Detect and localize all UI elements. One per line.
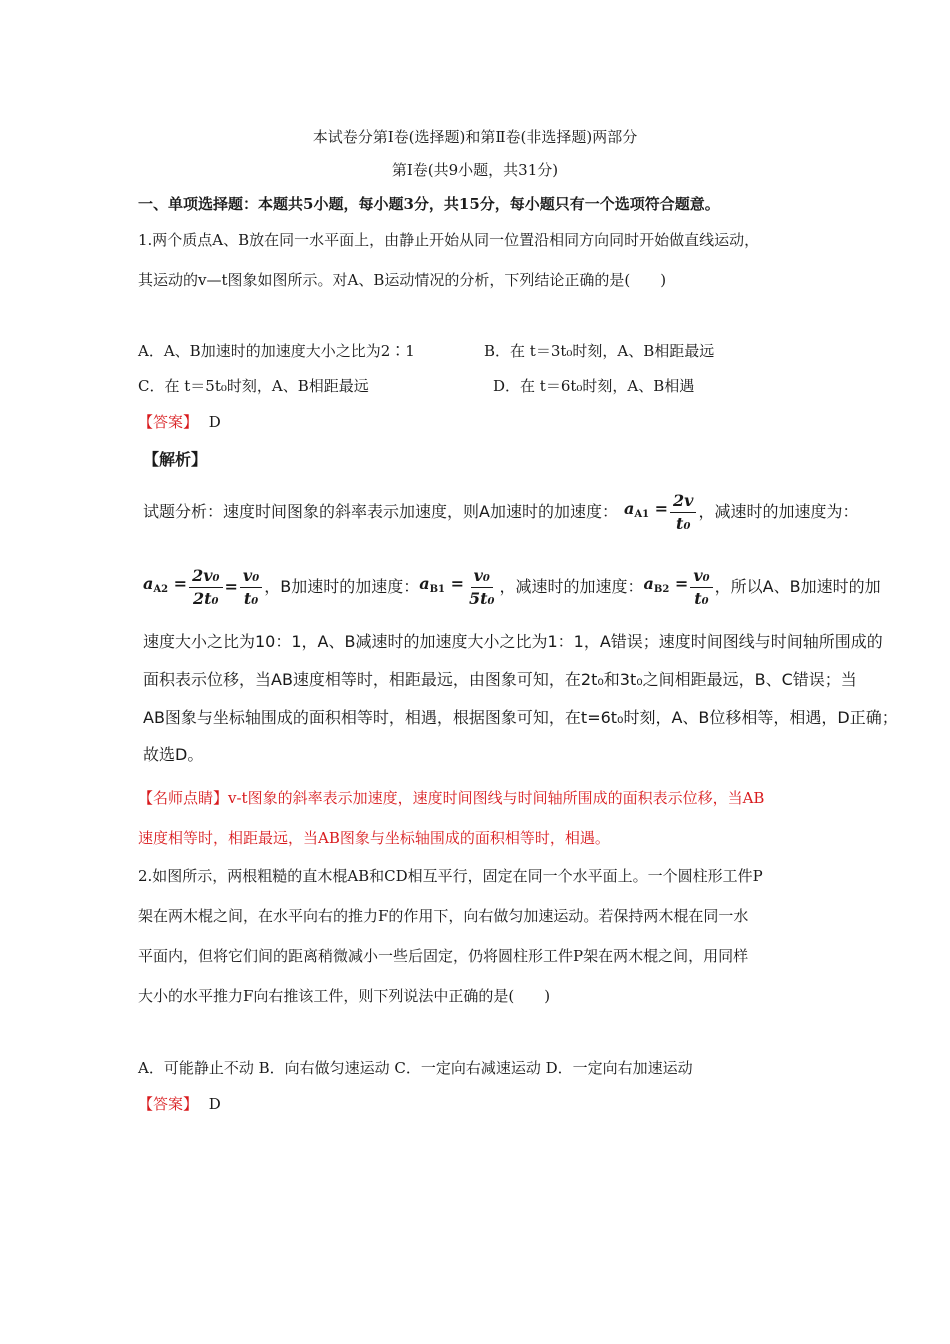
exam-header-line2: 第Ⅰ卷(共9小题，共31分) — [391, 161, 559, 179]
analysis-text: ，B加速时的加速度： — [264, 577, 420, 596]
answer-label: 【答案】 — [138, 1095, 199, 1113]
analysis-text: ，减速时的加速度： — [499, 577, 644, 596]
q1-stem-line2: 其运动的v—t图象如图所示。对A、B运动情况的分析，下列结论正确的是( ) — [138, 271, 667, 289]
analysis-line3: 速度大小之比为10：1，A、B减速时的加速度大小之比为1：1，A错误；速度时间图线与时间轴所围成的 — [143, 632, 883, 651]
analysis-line5: AB图象与坐标轴围成的面积相等时，相遇，根据图象可知，在t=6t₀时刻，A、B位移相等，相遇，D正确； — [143, 708, 898, 727]
q2-stem-line1: 2.如图所示，两根粗糙的直木棍AB和CD相互平行，固定在同一个水平面上。一个圆柱形工件P — [138, 867, 763, 885]
answer-value: D — [208, 1095, 221, 1113]
formula-a-a2: $a_{A2}$ = — [143, 574, 188, 595]
formula-a-b1: $a_{B1}$ = — [419, 574, 464, 595]
teacher-tip-line1: 【名师点睛】v-t图象的斜率表示加速度，速度时间图线与时间轴所围成的面积表示位移，当AB — [138, 789, 765, 807]
analysis-text: 试题分析：速度时间图象的斜率表示加速度，则A加速时的加速度： — [143, 502, 618, 521]
q2-stem-line2: 架在两木棍之间，在水平向右的推力F的作用下，向右做匀加速运动。若保持两木棍在同一水 — [138, 907, 749, 925]
q2-stem-line3: 平面内，但将它们间的距离稍微减小一些后固定，仍将圆柱形工件P架在两木棍之间，用同样 — [138, 947, 749, 965]
fraction: $\frac{2v}{\text{t₀}}$ — [670, 490, 696, 535]
q2-stem-line4: 大小的水平推力F向右推该工件，则下列说法中正确的是( ) — [138, 987, 551, 1005]
analysis-text: ，所以A、B加速时的加 — [714, 577, 881, 596]
q1-option-c: C．在 t＝5t₀时刻，A、B相距最远 — [138, 377, 369, 395]
formula-a-b2: $a_{B2}$ = — [643, 574, 689, 595]
analysis-line6: 故选D。 — [143, 745, 204, 764]
answer-label: 【答案】 — [138, 413, 199, 431]
analysis-line4: 面积表示位移，当AB速度相等时，相距最远，由图象可知，在2t₀和3t₀之间相距最远，B、C错误；当 — [143, 670, 857, 689]
exam-header-line1: 本试卷分第Ⅰ卷(选择题)和第Ⅱ卷(非选择题)两部分 — [312, 128, 638, 146]
q1-answer — [138, 412, 221, 432]
answer-value: D — [208, 413, 221, 431]
formula-a-a1: $a_{A1}$ = — [623, 499, 669, 520]
analysis-text: ，减速时的加速度为： — [698, 502, 859, 521]
q1-option-d: D．在 t＝6t₀时刻，A、B相遇 — [493, 377, 695, 395]
q2-options: A．可能静止不动 B．向右做匀速运动 C．一定向右减速运动 D．一定向右加速运动 — [138, 1059, 693, 1077]
teacher-tip-line2: 速度相等时，相距最远，当AB图象与坐标轴围成的面积相等时，相遇。 — [138, 829, 610, 847]
q1-stem-line1: 1.两个质点A、B放在同一水平面上，由静止开始从同一位置沿相同方向同时开始做直线运动， — [138, 231, 760, 249]
fraction: $\frac{\text{2v₀}}{\text{2t₀}}$ — [189, 565, 222, 610]
q1-option-a: A．A、B加速时的加速度大小之比为2∶1 — [138, 342, 415, 360]
analysis-line2: $a_{A2}$ = $\frac{\text{2v₀}}{\text{2t₀}}$ = $\frac{\text{v₀}}{\text{t₀}}$ ，B加速时的加速度： $a_{B1}$ = $\frac{\text{v₀}}{\text{5t₀}}$ ，减速时的加速度： $a_{B2}$ = $\frac{\text{v₀}}{\text{t₀}}$ ，所以A、B加速时的加 — [143, 562, 881, 612]
fraction: $\frac{\text{v₀}}{\text{t₀}}$ — [690, 565, 712, 610]
analysis-line1 — [143, 488, 858, 536]
analysis-label: 【解析】 — [143, 450, 208, 469]
section1-title: 一、单项选择题：本题共5小题，每小题3分，共15分，每小题只有一个选项符合题意。 — [138, 195, 720, 213]
fraction: $\frac{\text{v₀}}{\text{5t₀}}$ — [469, 565, 495, 608]
q1-option-b: B．在 t＝3t₀时刻，A、B相距最远 — [484, 342, 715, 360]
fraction: $\frac{\text{v₀}}{\text{t₀}}$ — [240, 565, 262, 610]
q2-answer — [138, 1094, 221, 1114]
